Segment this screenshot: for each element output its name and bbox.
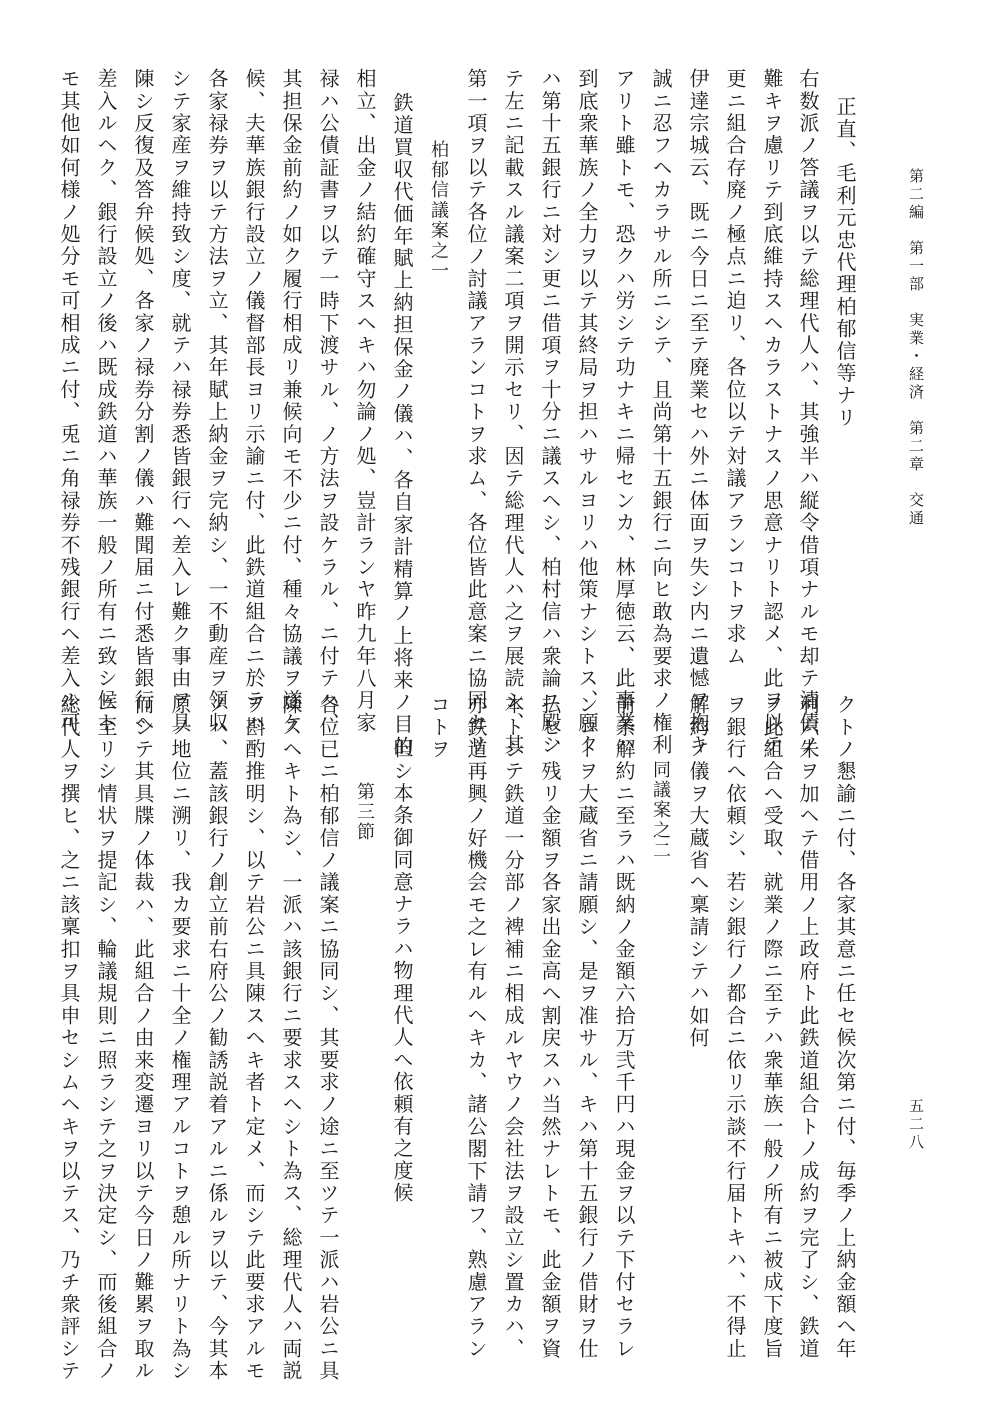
section-heading: 同議案之二 [650, 760, 671, 861]
text-column: モ其他如何様ノ処分モ可相成ニ付、兎ニ角禄券不残銀行へ差入ル可 [57, 68, 81, 734]
text-column: 払ヒ、残リ金額ヲ各家出金高へ割戻スハ当然ナレトモ、此金額ヲ資 [538, 694, 562, 1360]
text-column: 第一項ヲ以テ各位ノ討議アランコトヲ求ム、各位皆此意案ニ協同セリ [464, 68, 488, 757]
text-column: 誠ニ忍フヘカラサル所ニシテ、且尚第十五銀行ニ向ヒ敢為要求ノ権利 [649, 68, 673, 757]
text-column: 難キヲ慮リテ到底維持スヘカラストナスノ思意ナリト認メ、此ヲ以テ [760, 68, 784, 757]
text-column: 伊達宗城云、既ニ今日ニ至テ廃業セハ外ニ体面ヲ失シ内ニ遺憾ヲ抱キ [686, 68, 710, 757]
text-column: アリト雖トモ、恐クハ労シテ功ナキニ帰センカ、林厚徳云、此事業ハ [612, 68, 636, 757]
text-column: 到底衆華族ノ全力ヲ以テ其終局ヲ担ハサルヨリハ他策ナシトス、願ク [575, 68, 599, 757]
section-heading: 第三節 [354, 782, 375, 843]
text-column: 陳シ反復及答弁候処、各家ノ禄券分割ノ儀ハ難聞届ニ付悉皆銀行へ [131, 68, 155, 734]
note-column: 但シ本条御同意ナラハ物理代人へ依頼有之度候 [390, 738, 414, 1205]
text-column: テ左ニ記載スル議案二項ヲ開示セリ、因テ総理代人ハ之ヲ展読シ、其 [501, 68, 525, 757]
text-column: 解約ノ儀ヲ大蔵省へ稟請シテハ如何 [686, 694, 710, 1050]
text-column: ハ第十五銀行ニ対シ更ニ借項ヲ十分ニ議スヘシ、柏村信ハ衆論ニ殿シ [538, 68, 562, 757]
text-column: ヲ銀行へ依頼シ、若シ銀行ノ都合ニ依リ示談不行届トキハ、不得止 [723, 694, 747, 1360]
text-column: 鉄道買収代価年賦上納担保金ノ儀ハ、各自家計精算ノ上将来ノ目的 [390, 92, 414, 758]
text-column: クトノ懇諭ニ付、各家其意ニ任セ候次第ニ付、毎季ノ上納金額へ年 [833, 694, 857, 1360]
text-column: 亦鉄道再興ノ好機会モ之レ有ルヘキカ、諸公閣下請フ、熟慮アラン [464, 694, 488, 1360]
text-column: ヲ此組合へ受取、就業ノ際ニ至テハ衆華族一般ノ所有ニ被成下度旨 [760, 694, 784, 1360]
text-column: 総代人ヲ撰ヒ、之ニ該稟扣ヲ具申セシムヘキヲ以テス、乃チ衆評シテ [57, 694, 81, 1383]
text-column: 差入ルヘク、銀行設立ノ後ハ既成鉄道ハ華族一般ノ所有ニ致シ候ト [94, 68, 118, 735]
text-column: 而シテ其具牒ノ体裁ハ、此組合ノ由来変遷ヨリ以テ今日ノ難累ヲ取ル [131, 694, 155, 1383]
text-column: 相立、出金ノ結約確守スヘキハ勿論ノ処、豈計ランヤ昨九年八月家 [353, 68, 377, 734]
text-column: シテ家産ヲ維持致シ度、就テハ禄券悉皆銀行へ差入レ難ク事由ヲ具 [168, 68, 192, 734]
text-column: ニ至リシ情状ヲ提記シ、輪議規則ニ照ラシテ之ヲ決定シ、而後組合ノ [94, 694, 118, 1383]
text-column: 右数派ノ答議ヲ以テ総理代人ハ、其強半ハ縦令借項ナルモ却テ清債ノ [796, 68, 820, 757]
text-column: 候、夫華族銀行設立ノ儀督部長ヨリ示諭ニ付、此鉄道組合ニ於テハ [242, 68, 266, 734]
text-column: 更ニ組合存廃ノ極点ニ迫リ、各位以テ対議アランコトヲ求ム [723, 68, 747, 668]
text-column: コトヲ [427, 694, 451, 761]
text-column: ンコトヲ大蔵省ニ請願シ、是ヲ准サル、キハ第十五銀行ノ借財ヲ仕 [575, 694, 599, 1360]
text-column: 本トシテ鉄道一分部ノ裨補ニ相成ルヤウノ会社法ヲ設立シ置カハ、 [501, 694, 525, 1360]
running-header: 第二編 第一部 実業・経済 第二章 交通 [907, 168, 925, 528]
text-column: 利六朱ヲ加ヘテ借用ノ上政府ト此鉄道組合トノ成約ヲ完了シ、鉄道 [796, 694, 820, 1360]
text-column: 前条解約ニ至ラハ既納ノ金額六拾万弐千円ハ現金ヲ以テ下付セラレ [612, 694, 636, 1360]
text-column: 禄ハ公債証書ヲ以テ一時下渡サル、ノ方法ヲ設ケラル、ニ付テハ、 [316, 68, 340, 734]
text-column: 其担保金前約ノ如ク履行相成リ兼候向モ不少ニ付、種々協議ヲ遂ケ [279, 68, 303, 734]
text-column: 陳スヘキト為シ、一派ハ該銀行ニ要求スヘシト為ス、総理代人ハ両説 [279, 694, 303, 1383]
text-column: 正直、毛利元忠代理柏郁信等ナリ [833, 96, 857, 429]
text-column: 各家禄券ヲ以テ方法ヲ立、其年賦上納金ヲ完納シ、一不動産ヲ領収 [205, 68, 229, 734]
text-column: ヲ斟酌推明シ、以テ岩公ニ具陳スヘキ者ト定メ、而シテ此要求アルモ [242, 694, 266, 1383]
section-heading: 柏郁信議案之一 [428, 140, 449, 282]
text-column: ノハ、蓋該銀行ノ創立前右府公ノ勧誘説着アルニ係ルヲ以テ、今其本 [205, 694, 229, 1383]
text-column: 各位已ニ柏郁信ノ議案ニ協同シ、其要求ノ途ニ至ツテ一派ハ岩公ニ具 [316, 694, 340, 1383]
page-number: 五二八 [907, 1098, 925, 1152]
text-column: 原ノ地位ニ溯リ、我カ要求ニ十全ノ権理アルコトヲ憩ル所ナリト為シ [168, 694, 192, 1383]
